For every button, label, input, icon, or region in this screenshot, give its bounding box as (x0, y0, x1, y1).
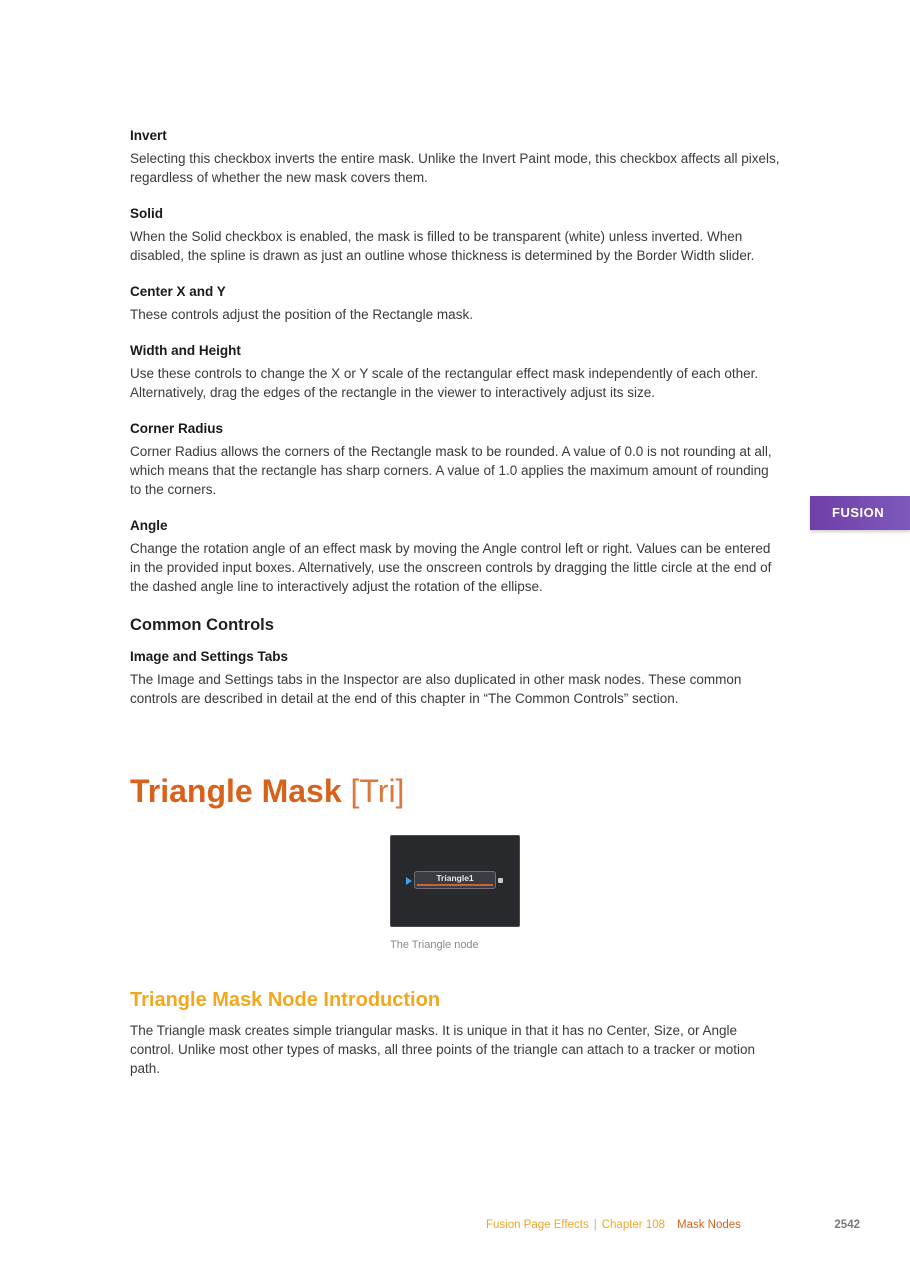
section-corner-radius (130, 420, 782, 499)
page-title-main: Triangle Mask (130, 773, 342, 809)
node-color-strip (417, 884, 493, 886)
fusion-side-tab[interactable]: FUSION (810, 496, 910, 530)
section-body: Change the rotation angle of an effect mask by moving the Angle control left or right. Values can be entered in the provided input boxes. Alternatively, use the onscreen controls by dragging the little circle at the end of the dashed angle line to interactively adjust the rotation of the ellipse. (130, 541, 772, 594)
page-title (130, 770, 404, 812)
section-heading: Invert (130, 128, 167, 143)
footer-separator: | (593, 1219, 597, 1231)
output-port-icon (498, 878, 503, 883)
figure-caption: The Triangle node (390, 939, 479, 951)
section-invert (130, 127, 782, 187)
footer-book[interactable]: Fusion Page Effects (486, 1219, 589, 1231)
section-body: These controls adjust the position of the Rectangle mask. (130, 307, 473, 322)
main-content (130, 127, 782, 726)
section-heading: Image and Settings Tabs (130, 649, 289, 664)
section-heading: Angle (130, 518, 168, 533)
section-solid (130, 205, 782, 265)
footer-breadcrumb (486, 1218, 741, 1233)
section-image-settings-tabs (130, 648, 782, 708)
node-box (414, 871, 496, 889)
triangle-node-figure (390, 835, 520, 927)
common-controls-title: Common Controls (130, 616, 274, 634)
section-heading: Corner Radius (130, 421, 224, 436)
section-width-height (130, 342, 782, 402)
node-label: Triangle1 (436, 873, 474, 883)
section-heading: Center X and Y (130, 284, 226, 299)
section-body: Corner Radius allows the corners of the Rectangle mask to be rounded. A value of 0.0 is not rounding at all, which means that the rectangle has sharp corners. A value of 1.0 applies the maximum amount of rounding to the corners. (130, 444, 772, 497)
section-heading: Solid (130, 206, 163, 221)
section-body: The Image and Settings tabs in the Inspector are also duplicated in other mask nodes. These common controls are described in detail at the end of this chapter in “The Common Controls” section. (130, 672, 742, 706)
section-body: Selecting this checkbox inverts the entire mask. Unlike the Invert Paint mode, this checkbox affects all pixels, regardless of whether the new mask covers them. (130, 151, 780, 185)
intro-body: The Triangle mask creates simple triangular masks. It is unique in that it has no Center, Size, or Angle control. Unlike most other types of masks, all three points of the triangle can attach to a tracker or motion path. (130, 1023, 756, 1076)
page-number: 2542 (834, 1219, 860, 1231)
page-title-abbreviation: [Tri] (350, 773, 405, 809)
footer-chapter-name[interactable]: Mask Nodes (677, 1219, 741, 1231)
intro-heading: Triangle Mask Node Introduction (130, 989, 441, 1011)
input-arrow-icon (406, 877, 412, 885)
section-angle (130, 517, 782, 596)
section-body: Use these controls to change the X or Y scale of the rectangular effect mask independently of each other. Alternatively, drag the edges of the rectangle in the viewer to interactively adjust its size. (130, 366, 759, 400)
section-heading: Width and Height (130, 343, 241, 358)
section-center (130, 283, 782, 324)
section-body: When the Solid checkbox is enabled, the mask is filled to be transparent (white) unless inverted. When disabled, the spline is drawn as just an outline whose thickness is determined by the Border Width slider. (130, 229, 755, 263)
footer-chapter[interactable]: Chapter 108 (601, 1219, 666, 1231)
